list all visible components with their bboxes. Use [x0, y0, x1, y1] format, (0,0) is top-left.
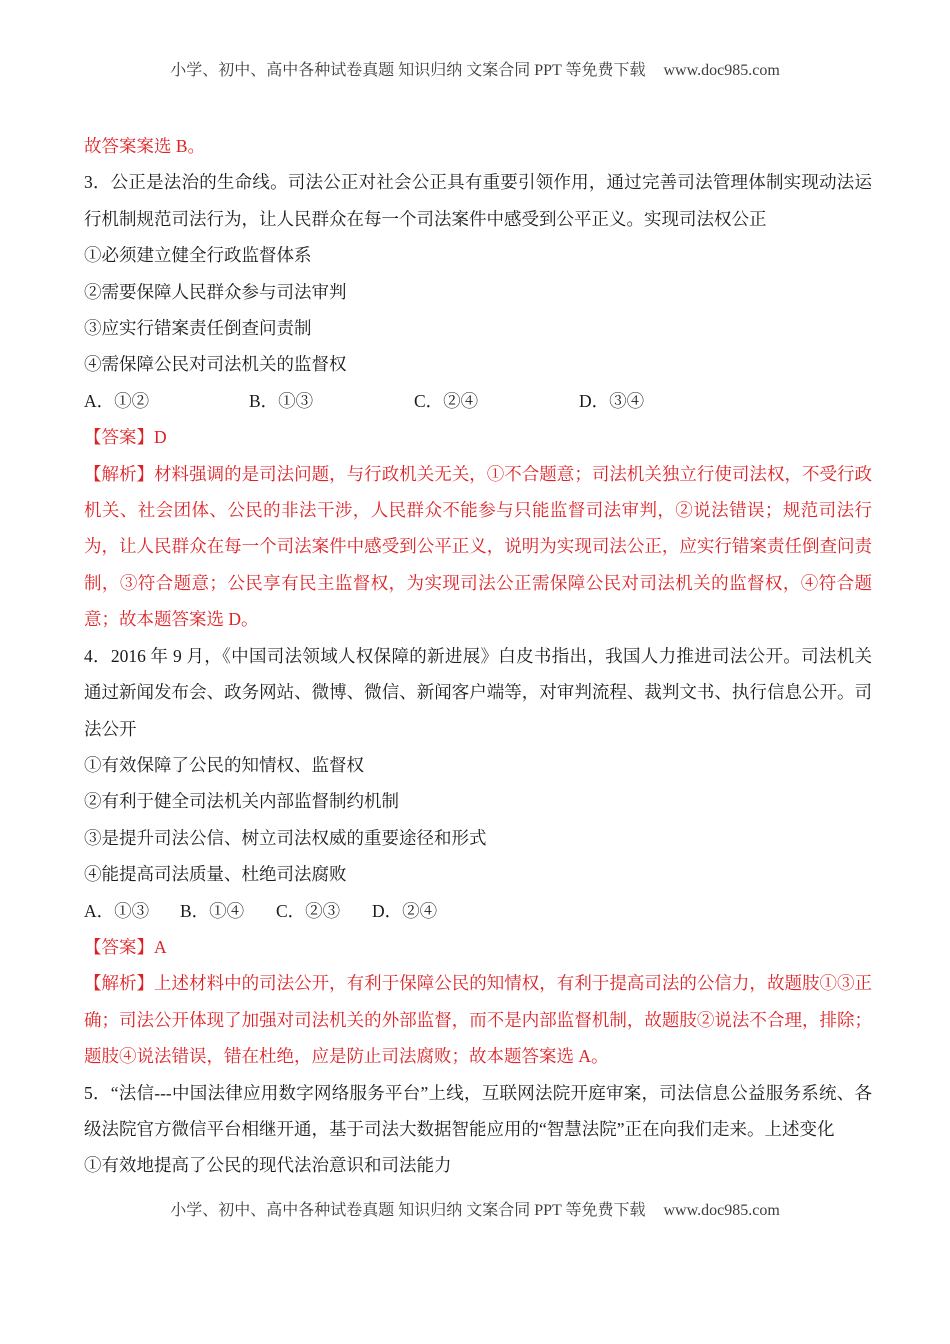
question-4-choice-d: D．②④ — [372, 900, 438, 921]
question-3-choice-b: B．①③ — [249, 390, 314, 411]
question-4-answer-value: A — [154, 936, 167, 957]
question-4-item-3: ③是提升司法公信、树立司法权威的重要途径和形式 — [84, 827, 487, 848]
question-4-item-1: ①有效保障了公民的知情权、监督权 — [84, 754, 364, 775]
question-3-item-1: ①必须建立健全行政监督体系 — [84, 245, 312, 266]
question-4-choice-a: A．①③ — [84, 900, 150, 921]
question-3-answer-value: D — [154, 427, 167, 448]
question-4-stem — [84, 638, 872, 747]
footer-site-url: www.doc985.com — [663, 1201, 780, 1219]
question-4-stem-text: 2016 年 9 月，《中国司法领域人权保障的新进展》白皮书指出，我国人力推进司法公开。司法机关通过新闻发布会、政务网站、微博、微信、新闻客户端等，对审判流程、裁判文书、执行信息公开。司法公开 — [84, 645, 873, 739]
answer-label: 【答案】 — [84, 427, 154, 448]
question-3-stem — [84, 164, 872, 237]
question-3-item-4: ④需保障公民对司法机关的监督权 — [84, 354, 347, 375]
question-5-number: 5． — [84, 1082, 111, 1103]
question-4-choice-c: C．②③ — [276, 900, 341, 921]
question-4-choices — [84, 893, 872, 929]
question-3-answer — [84, 419, 872, 455]
answer-label: 【答案】 — [84, 936, 154, 957]
question-4-analysis-text: 上述材料中的司法公开，有利于保障公民的知情权，有利于提高司法的公信力，故题肢①③正确；司法公开体现了加强对司法机关的外部监督，而不是内部监督机制，故题肢②说法不合理，排除；题肢④说法错误，错在杜绝，应是防止司法腐败；故本题答案选 A。 — [84, 973, 872, 1067]
question-5-stem-text: “法信---中国法律应用数字网络服务平台”上线，互联网法院开庭审案，司法信息公益服务系统、各级法院官方微信平台相继开通，基于司法大数据智能应用的“智慧法院”正在向我们走来。上述变化 — [84, 1082, 872, 1139]
question-4-number: 4． — [84, 645, 111, 666]
footer-promo-text: 小学、初中、高中各种试卷真题 知识归纳 文案合同 PPT 等免费下载 — [170, 1201, 646, 1219]
question-3-stem-text: 公正是法治的生命线。司法公正对社会公正具有重要引领作用，通过完善司法管理体制实现动法运行机制规范司法行为，让人民群众在每一个司法案件中感受到公平正义。实现司法权公正 — [84, 172, 872, 229]
header-promo-text: 小学、初中、高中各种试卷真题 知识归纳 文案合同 PPT 等免费下载 — [170, 62, 646, 79]
header-site-url: www.doc985.com — [663, 62, 780, 79]
question-3-choice-a: A．①② — [84, 390, 150, 411]
question-3-choice-d: D．③④ — [579, 390, 645, 411]
question-4-analysis — [84, 965, 872, 1074]
question-4-choice-b: B．①④ — [180, 900, 245, 921]
analysis-label: 【解析】 — [84, 463, 155, 484]
question-3-analysis — [84, 456, 872, 638]
analysis-label: 【解析】 — [84, 973, 155, 994]
page-header — [0, 0, 950, 82]
page-footer — [0, 1200, 950, 1222]
question-3-choices — [84, 383, 872, 419]
previous-answer-tail: 故答案案选 B。 — [84, 136, 206, 156]
question-3-item-2: ②需要保障人民群众参与司法审判 — [84, 281, 347, 302]
question-3-number: 3． — [84, 172, 111, 193]
question-4-answer — [84, 929, 872, 965]
question-3-analysis-text: 材料强调的是司法问题，与行政机关无关，①不合题意；司法机关独立行使司法权，不受行政机关、社会团体、公民的非法干涉，人民群众不能参与只能监督司法审判，②说法错误；规范司法行为，让人民群众在每一个司法案件中感受到公平正义，说明为实现司法公正，应实行错案责任倒查问责制，③符合题意；公民享有民主监督权，为实现司法公正需保障公民对司法机关的监督权，④符合题意；故本题答案选 D。 — [84, 463, 872, 630]
question-5-item-1: ①有效地提高了公民的现代法治意识和司法能力 — [84, 1155, 452, 1176]
question-4-item-2: ②有利于健全司法机关内部监督制约机制 — [84, 791, 399, 812]
question-3-item-3: ③应实行错案责任倒查问责制 — [84, 318, 312, 339]
question-3-choice-c: C．②④ — [414, 390, 479, 411]
document-content — [84, 128, 872, 1184]
question-4-item-4: ④能提高司法质量、杜绝司法腐败 — [84, 864, 347, 885]
question-5-stem — [84, 1075, 872, 1148]
